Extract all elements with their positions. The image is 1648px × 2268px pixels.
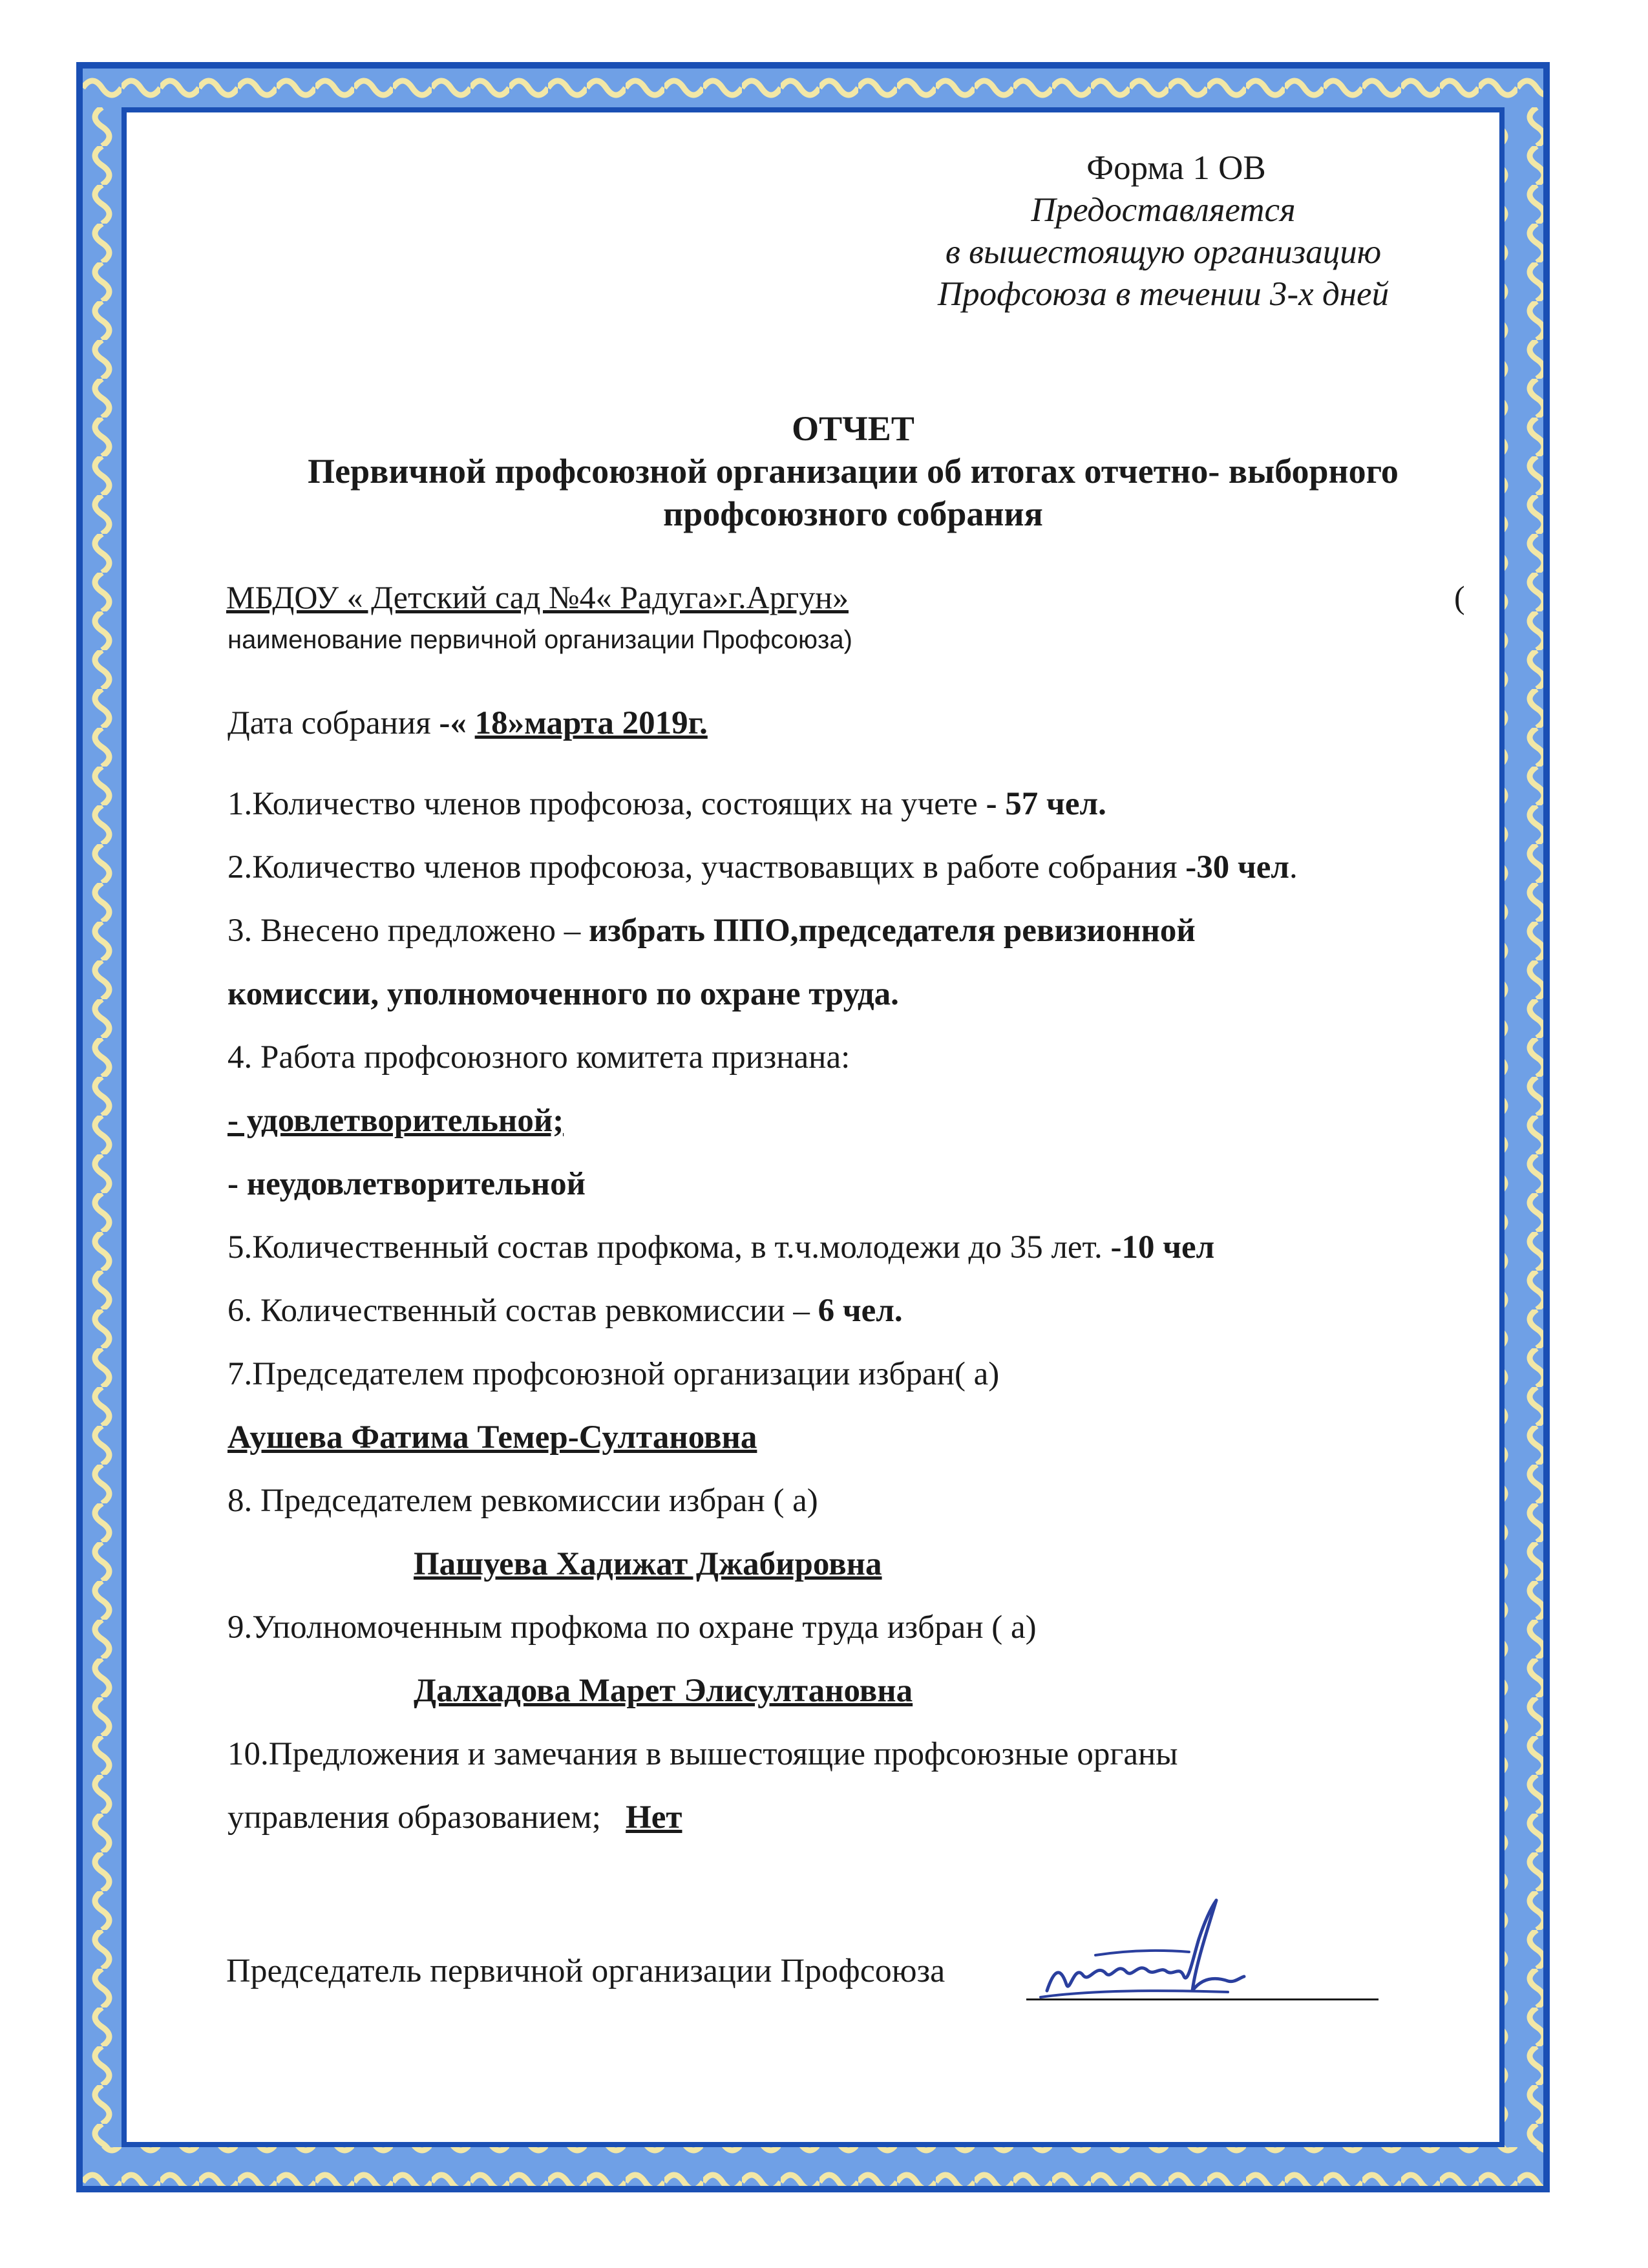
form-number: Форма 1 ОВ [1086,149,1266,187]
item-5 [227,1229,1214,1266]
item-10-cont [227,1799,682,1836]
item-3-text: 3. Внесено предложено – [227,913,589,949]
title-line1: ОТЧЕТ [792,409,914,448]
form-header [872,147,1454,315]
item-8: 8. Председателем ревкомиссии избран ( а) [227,1483,818,1519]
meeting-date-prefix: -« [439,705,475,741]
organization-paren: ( [1454,579,1465,615]
item-1-value: - 57 чел. [986,786,1106,822]
item-2-end: . [1289,849,1298,885]
header-note-line3: Профсоюза в течении 3-х дней [937,275,1389,313]
title-line3: профсоюзного собрания [663,494,1043,533]
item-4: 4. Работа профсоюзного комитета признана: [227,1039,850,1076]
item-3-value-line1: избрать ППО,председателя ревизионной [589,913,1196,949]
organization-name: МБДОУ « Детский сад №4« Радуга»г.Аргун» [226,579,849,615]
item-1-text: 1.Количество членов профсоюза, состоящих на учете [227,786,986,822]
item-4-option-satisfactory [227,1102,564,1139]
item-10: 10.Предложения и замечания в вышестоящие профсоюзные органы [227,1736,1178,1772]
item-6-text: 6. Количественный состав ревкомиссии – [227,1293,818,1329]
item-6 [227,1292,903,1330]
item-4-opt2: - неудовлетворительной [227,1166,586,1202]
report-title [220,407,1486,535]
item-8-value: Пашуева Хадижат Джабировна [414,1546,882,1582]
item-9-value: Далхадова Марет Элисултановна [414,1673,913,1709]
item-5-value: -10 чел [1110,1229,1215,1266]
item-2 [227,849,1298,886]
header-note-line1: Предоставляется [1031,191,1296,229]
item-3 [227,912,1196,949]
item-2-text: 2.Количество членов профсоюза, участвовавщих в работе собрания [227,849,1186,885]
meeting-date-value: 18»марта 2019г. [474,705,708,741]
handwritten-signature [1034,1894,1267,2010]
item-7-value: Аушева Фатима Темер-Султановна [227,1419,757,1456]
item-7: 7.Председателем профсоюзной организации избран( а) [227,1356,1000,1392]
item-2-value: -30 чел [1185,849,1290,885]
meeting-date-label: Дата собрания [227,705,439,741]
item-10-text-line2: управления образованием; [227,1799,626,1836]
item-4-opt1: - удовлетворительной; [227,1103,564,1139]
title-line2: Первичной профсоюзной организации об итогах отчетно- выборного [308,452,1399,491]
organization-caption: наименование первичной организации Профсоюза) [227,626,852,654]
item-3-value-line2: комиссии, уполномоченного по охране труда. [227,976,899,1012]
item-1 [227,785,1106,823]
item-8-value-row [414,1545,882,1583]
chairman-signature-label: Председатель первичной организации Профсоюза [226,1953,945,1989]
item-5-text: 5.Количественный состав профкома, в т.ч.молодежи до 35 лет. [227,1229,1111,1266]
item-3-cont [227,975,899,1013]
item-4-option-unsatisfactory [227,1165,586,1203]
item-9-value-row [414,1672,913,1710]
header-note-line2: в вышестоящую организацию [945,233,1382,271]
item-9: 9.Уполномоченным профкома по охране труда избран ( а) [227,1609,1037,1646]
item-7-value-row [227,1419,757,1456]
item-10-value: Нет [626,1799,682,1836]
item-6-value: 6 чел. [818,1293,903,1329]
meeting-date [227,705,708,742]
